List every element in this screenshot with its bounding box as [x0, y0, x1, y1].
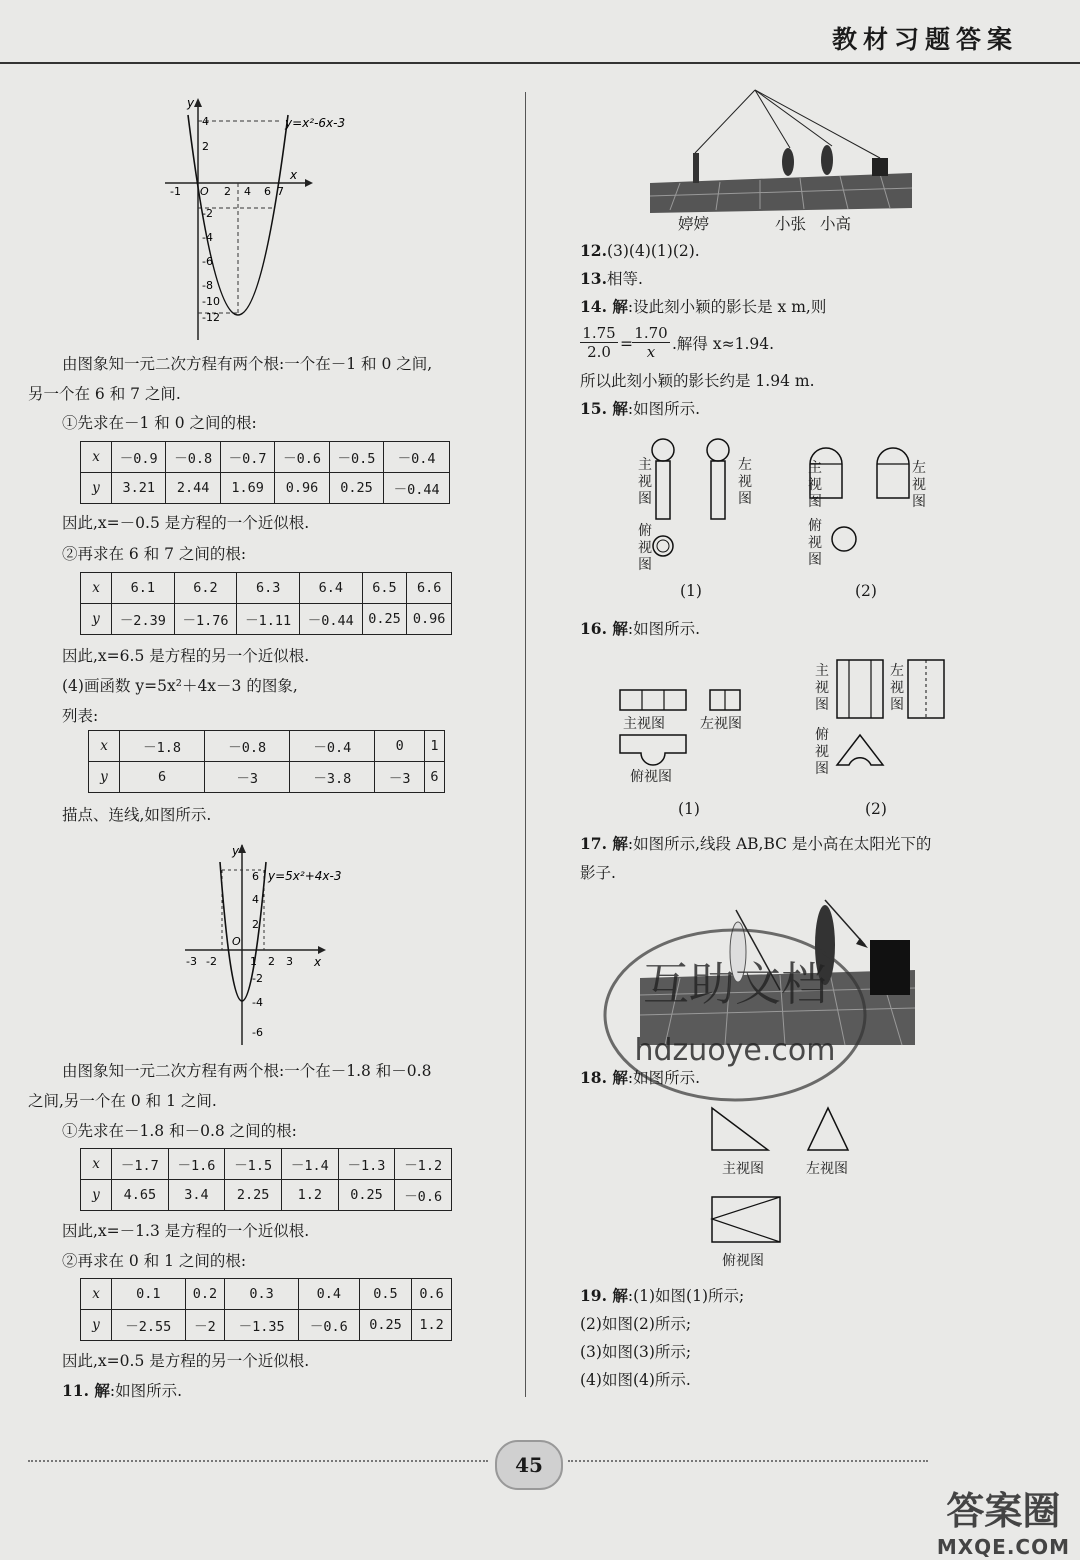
graph2-equation: y=5x²+4x-3 — [268, 869, 342, 883]
graph1-tick: 2 — [202, 140, 209, 153]
table-row — [89, 731, 445, 762]
q14-text: :设此刻小颖的影长是 x m,则 — [627, 298, 827, 316]
graph2-tick: -2 — [206, 955, 217, 968]
table-cell: 4.65 — [112, 1180, 169, 1211]
header-rule — [0, 62, 1080, 64]
page-number: 45 — [495, 1440, 563, 1490]
graph1-tick: -4 — [202, 231, 213, 244]
table-row — [81, 1310, 452, 1341]
table-cell: 6.5 — [362, 573, 407, 604]
table-cell: －0.5 — [329, 442, 383, 473]
table-row-header: y — [81, 604, 112, 635]
graph1-y-label: y — [187, 96, 195, 110]
q16-figure-caption-2: (2) — [865, 800, 887, 818]
values-table-5 — [80, 1278, 452, 1341]
text-line: 另一个在 6 和 7 之间. — [28, 385, 181, 403]
table-cell: 1.2 — [412, 1310, 452, 1341]
q16-text: :如图所示. — [627, 620, 701, 638]
table-row-header: x — [81, 1279, 112, 1310]
q17-text-2: 影子. — [580, 864, 616, 882]
text-line: 描点、连线,如图所示. — [62, 806, 212, 824]
q12 — [580, 240, 700, 262]
table-cell: 0.25 — [362, 604, 407, 635]
table-cell: －0.7 — [220, 442, 274, 473]
table-cell: 1.69 — [220, 473, 274, 504]
q19-number: 19. 解 — [580, 1286, 628, 1305]
graph2-tick: 1 — [250, 955, 257, 968]
table-cell: －0.6 — [298, 1310, 359, 1341]
watermark-text-2: hdzuoye.com — [634, 1033, 836, 1068]
table-cell: －1.7 — [112, 1149, 169, 1180]
values-table-4 — [80, 1148, 452, 1211]
q18-label-main: 主视图 — [722, 1161, 764, 1177]
q16-label-top-2: 俯视图 — [815, 727, 829, 777]
text-line: 由图象知一元二次方程有两个根:一个在－1.8 和－0.8 — [62, 1062, 432, 1080]
graph2-tick: -4 — [252, 996, 263, 1009]
q13-number: 13. — [580, 269, 607, 288]
q18-number: 18. 解 — [580, 1068, 628, 1087]
graph1-tick: -12 — [202, 311, 220, 324]
graph1-equation: y=x²-6x-3 — [285, 116, 346, 130]
table-cell: －0.6 — [395, 1180, 452, 1211]
table-row-header: x — [81, 1149, 112, 1180]
table-cell: 0.96 — [275, 473, 329, 504]
q18 — [580, 1067, 700, 1089]
photo1-label: 婷婷 — [678, 215, 710, 233]
header-title: 教材习题答案 — [831, 25, 1018, 54]
table-cell: 0.1 — [112, 1279, 186, 1310]
footer-dots-left — [28, 1460, 488, 1462]
table-row — [81, 1180, 452, 1211]
frac1-denominator: 2.0 — [587, 343, 611, 361]
table-cell: 0.96 — [407, 604, 452, 635]
q17-text: :如图所示,线段 AB,BC 是小高在太阳光下的 — [627, 835, 932, 853]
table-row — [81, 1279, 452, 1310]
q14-number: 14. 解 — [580, 297, 628, 316]
table-cell: 2.25 — [225, 1180, 282, 1211]
q16-figure-caption-1: (1) — [678, 800, 700, 818]
table-cell: 0.25 — [338, 1180, 395, 1211]
graph1-x-label: x — [290, 168, 298, 182]
text-line: 之间,另一个在 0 和 1 之间. — [28, 1092, 217, 1110]
graph2-tick: 4 — [252, 893, 259, 906]
graph2-y-label: y — [232, 844, 240, 858]
q15-number: 15. 解 — [580, 399, 628, 418]
table-cell: 0.25 — [329, 473, 383, 504]
table-row-header: x — [89, 731, 120, 762]
table-cell: －1.76 — [174, 604, 237, 635]
graph2-x-label: x — [314, 955, 322, 969]
text-line: (4)画函数 y=5x²＋4x－3 的图象, — [62, 677, 298, 695]
column-divider — [525, 92, 526, 1397]
q11-text: :如图所示. — [109, 1382, 183, 1400]
text-line: 因此,x=－1.3 是方程的一个近似根. — [62, 1222, 310, 1240]
text-line: ①先求在－1 和 0 之间的根: — [62, 414, 257, 432]
corner-watermark-text-1: 答案圈 — [946, 1489, 1061, 1533]
graph1-tick: 4 — [244, 185, 251, 198]
table-cell: 6 — [120, 762, 205, 793]
q19-line-2: (2)如图(2)所示; — [580, 1315, 692, 1333]
table-row — [81, 604, 452, 635]
q17 — [580, 833, 931, 855]
q12-number: 12. — [580, 241, 607, 260]
table-row-header: y — [81, 1310, 112, 1341]
table-cell: 1.2 — [281, 1180, 338, 1211]
frac1-numerator: 1.75 — [580, 324, 618, 343]
table-cell: －2.55 — [112, 1310, 186, 1341]
graph2-tick: 6 — [252, 870, 259, 883]
table-cell: －1.4 — [281, 1149, 338, 1180]
table-cell: 6.3 — [237, 573, 300, 604]
table-cell: 0.4 — [298, 1279, 359, 1310]
q16-label-left-1: 左视图 — [700, 716, 742, 732]
table-cell: －0.9 — [112, 442, 166, 473]
table-cell: －2.39 — [112, 604, 175, 635]
table-cell: －1.6 — [168, 1149, 225, 1180]
table-cell: －1.2 — [395, 1149, 452, 1180]
graph2-tick: 2 — [252, 918, 259, 931]
q15-label-top-2: 俯视图 — [808, 518, 822, 568]
table-cell: 0.3 — [225, 1279, 299, 1310]
frac2-numerator: 1.70 — [632, 324, 670, 343]
q18-label-top: 俯视图 — [722, 1253, 764, 1269]
table-row — [81, 473, 450, 504]
table-cell: －3.8 — [290, 762, 375, 793]
text-line: ②再求在 0 和 1 之间的根: — [62, 1252, 247, 1270]
graph2-tick: 3 — [286, 955, 293, 968]
graph1-tick: -10 — [202, 295, 220, 308]
text-line: 因此,x=0.5 是方程的另一个近似根. — [62, 1352, 310, 1370]
table-cell: 0.5 — [359, 1279, 411, 1310]
frac2-denominator: x — [646, 343, 656, 361]
three-views-figure-15 — [630, 436, 960, 581]
table-cell: －1.35 — [225, 1310, 299, 1341]
table-row — [81, 1149, 452, 1180]
table-row — [89, 762, 445, 793]
photo1-label: 小张 — [775, 215, 807, 233]
graph2-tick: -2 — [252, 972, 263, 985]
q16-label-top-1: 俯视图 — [630, 769, 672, 785]
table-cell: －0.6 — [275, 442, 329, 473]
graph1-tick: -1 — [170, 185, 181, 198]
graph1-tick: -6 — [202, 255, 213, 268]
table-cell: －3 — [375, 762, 425, 793]
table-cell: 1 — [424, 731, 444, 762]
q13 — [580, 268, 643, 290]
table-cell: 0 — [375, 731, 425, 762]
table-row — [81, 573, 452, 604]
table-cell: －0.8 — [205, 731, 290, 762]
q19-line-4: (4)如图(4)所示. — [580, 1371, 691, 1389]
corner-watermark-text-2: MXQE.COM — [936, 1535, 1070, 1559]
table-row-header: x — [81, 573, 112, 604]
watermark-text-1: 互助文档 — [643, 957, 827, 1011]
graph1-tick: -8 — [202, 279, 213, 292]
table-cell: 6.4 — [299, 573, 362, 604]
q15-text: :如图所示. — [627, 400, 701, 418]
table-cell: －0.44 — [384, 473, 450, 504]
graph1-tick: 6 — [264, 185, 271, 198]
values-table-3 — [88, 730, 445, 793]
table-row-header: y — [81, 1180, 112, 1211]
table-cell: －1.11 — [237, 604, 300, 635]
graph1-tick: 4 — [202, 115, 209, 128]
table-cell: 6.6 — [407, 573, 452, 604]
graph2-tick: O — [232, 935, 241, 948]
q19-text: :(1)如图(1)所示; — [627, 1287, 745, 1305]
table-cell: －1.8 — [120, 731, 205, 762]
table-row-header: y — [81, 473, 112, 504]
graph2-tick: 2 — [268, 955, 275, 968]
q16-label-left-2: 左视图 — [890, 663, 904, 713]
q18-label-left: 左视图 — [806, 1161, 848, 1177]
table-cell: 0.25 — [359, 1310, 411, 1341]
corner-watermark — [937, 1480, 1070, 1559]
q14-answer: 所以此刻小颖的影长约是 1.94 m. — [580, 372, 815, 390]
table-cell: －1.5 — [225, 1149, 282, 1180]
table-row-header: x — [81, 442, 112, 473]
table-cell: 6.2 — [174, 573, 237, 604]
q16-label-main-1: 主视图 — [623, 716, 665, 732]
q13-text: 相等. — [606, 270, 643, 288]
table-cell: 6 — [424, 762, 444, 793]
graph1-tick: -2 — [202, 207, 213, 220]
text-line: ②再求在 6 和 7 之间的根: — [62, 545, 247, 563]
fraction-2 — [632, 324, 670, 361]
graph2-tick: -6 — [252, 1026, 263, 1039]
table-cell: －3 — [205, 762, 290, 793]
table-cell: －0.8 — [166, 442, 220, 473]
q17-number: 17. 解 — [580, 834, 628, 853]
footer-dots-right — [568, 1460, 928, 1462]
q16 — [580, 618, 700, 640]
graph1-tick: 7 — [277, 185, 284, 198]
graph1-tick: 2 — [224, 185, 231, 198]
text-line: 因此,x=6.5 是方程的另一个近似根. — [62, 647, 310, 665]
table-cell: 6.1 — [112, 573, 175, 604]
table-cell: 3.21 — [112, 473, 166, 504]
photo1-label: 小高 — [820, 215, 852, 233]
q11 — [62, 1380, 182, 1402]
text-line: 由图象知一元二次方程有两个根:一个在－1 和 0 之间, — [62, 355, 433, 373]
q12-text: (3)(4)(1)(2). — [606, 242, 700, 260]
table-row — [81, 442, 450, 473]
q15 — [580, 398, 700, 420]
q15-label-left-1: 左视图 — [738, 457, 752, 507]
q16-number: 16. 解 — [580, 619, 628, 638]
table-cell: －0.4 — [290, 731, 375, 762]
q14 — [580, 296, 826, 318]
q15-label-main-1: 主视图 — [638, 457, 652, 507]
graph-parabola-1 — [160, 95, 350, 345]
table-cell: －0.4 — [384, 442, 450, 473]
shadow-photo-1 — [650, 88, 912, 233]
q19 — [580, 1285, 744, 1307]
values-table-1 — [80, 441, 450, 504]
table-cell: －1.3 — [338, 1149, 395, 1180]
text-line: ①先求在－1.8 和－0.8 之间的根: — [62, 1122, 297, 1140]
graph2-tick: -3 — [186, 955, 197, 968]
q18-text: :如图所示. — [627, 1069, 701, 1087]
q15-label-left-2: 左视图 — [912, 460, 926, 510]
q15-figure-caption-1: (1) — [680, 582, 702, 600]
values-table-2 — [80, 572, 452, 635]
table-cell: 2.44 — [166, 473, 220, 504]
q14-solve: .解得 x≈1.94. — [672, 335, 775, 353]
q15-label-top-1: 俯视图 — [638, 523, 652, 573]
equals-sign: = — [620, 335, 633, 353]
table-cell: －0.44 — [299, 604, 362, 635]
fraction-1 — [580, 324, 618, 361]
q16-label-main-2: 主视图 — [815, 663, 829, 713]
table-row-header: y — [89, 762, 120, 793]
table-cell: 3.4 — [168, 1180, 225, 1211]
graph-parabola-2 — [180, 840, 360, 1050]
q15-figure-caption-2: (2) — [855, 582, 877, 600]
q15-label-main-2: 主视图 — [808, 460, 822, 510]
graph1-tick: O — [200, 185, 209, 198]
text-line: 列表: — [62, 707, 99, 725]
q11-number: 11. 解 — [62, 1381, 110, 1400]
table-cell: 0.2 — [185, 1279, 225, 1310]
text-line: 因此,x=－0.5 是方程的一个近似根. — [62, 514, 310, 532]
q19-line-3: (3)如图(3)所示; — [580, 1343, 692, 1361]
table-cell: －2 — [185, 1310, 225, 1341]
table-cell: 0.6 — [412, 1279, 452, 1310]
